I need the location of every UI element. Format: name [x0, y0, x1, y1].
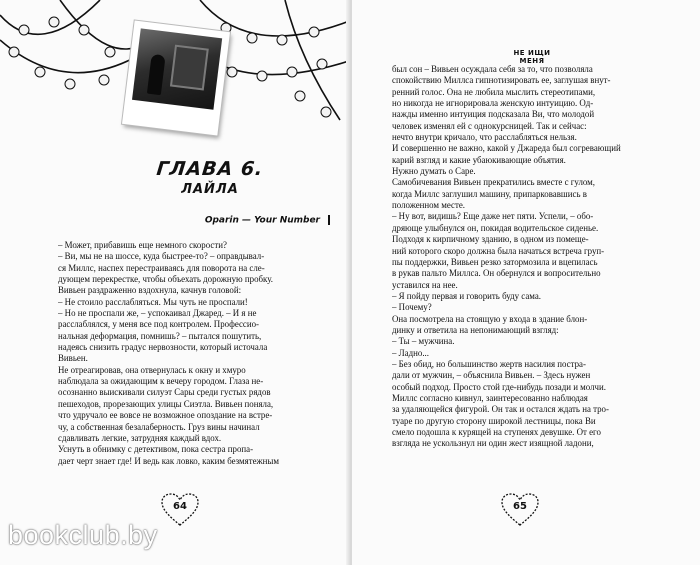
song-bar-mark	[328, 215, 330, 225]
text-line: сдавливать легкие, затрудняя каждый вдох.	[58, 432, 222, 443]
text-line: – Не стоило расслабляться. Мы чуть не проспали!	[58, 296, 248, 307]
text-line: Уснуть в обнимку с детективом, пока сестра пропа-	[58, 444, 254, 455]
text-line: динку и ответила на непонимающий взгляд:	[392, 324, 559, 335]
text-line: нечто внутри кричало, что расслабляться нельзя.	[392, 132, 577, 143]
text-line: ний которого скоро должна была начаться встреча груп-	[392, 245, 605, 256]
text-line: смело подошла к курящей на ступенях девушке. От его	[392, 427, 601, 437]
text-line: за удаляющейся фигурой. Он так и остался ждать на тро-	[392, 404, 609, 415]
polaroid-photo	[122, 21, 230, 136]
text-line: Подходя к кирпичному зданию, в одном из помеще-	[392, 234, 589, 245]
watermark: bookclub.by	[8, 520, 158, 550]
right-page	[352, 0, 700, 565]
text-line: – Ну вот, видишь? Еще даже нет пяти. Успели, – обо-	[392, 211, 594, 222]
text-line: Миллс согласно кивнул, заинтересованно наблюдая	[392, 392, 588, 403]
text-line: осознанно выискивали силуэт Сары среди густых рядов	[58, 387, 271, 398]
text-line: Не отреагировав, она отвернулась к окну и хмуро	[58, 364, 246, 375]
page-number: 65	[513, 501, 527, 512]
chapter-subtitle: ЛАЙЛА	[181, 182, 239, 197]
text-line: был сон – Вивьен осуждала себя за то, что позволяла	[392, 64, 593, 74]
text-line: Вивьен раздраженно вздохнула, качнув головой:	[58, 285, 242, 296]
text-line: пешеходов, прорезающих улицы Сиэтла. Вивьен поняла,	[58, 398, 274, 409]
text-line: пы поддержки, Вивьен резко затормозила и вцепилась	[392, 256, 598, 267]
text-line: нажды именно интуиция подсказала Ви, что молодой	[392, 109, 595, 120]
text-line: дали от мужчин, – объяснила Вивьен. – Здесь нужен	[392, 370, 591, 381]
text-line: – Я пойду первая и говорить буду сама.	[392, 290, 541, 301]
text-line: – Может, прибавишь еще немного скорости?	[58, 240, 227, 250]
text-line: И совершенно не важно, какой у Джареда был согревающий	[392, 143, 621, 154]
text-line: – Ладно...	[392, 347, 429, 358]
text-line: дает черт знает где! И ведь как ловко, каким безмятежным	[58, 455, 279, 466]
text-line: взгляда не ускользнул ни один жест изящной ладони,	[392, 438, 594, 449]
text-line: когда Миллс заглушил машину, припарковавшись в	[392, 188, 587, 199]
song-credit	[150, 215, 330, 226]
text-line: дряюще улыбнулся он, покидая водительское сиденье.	[392, 222, 599, 233]
text-line: карий взгляд и какие убаюкивающие объятия.	[392, 154, 566, 165]
running-head: НЕ ИЩИ МЕНЯ	[513, 49, 551, 65]
text-line: спокойствию Миллса гипнотизировать ее, заглушая внут-	[392, 75, 611, 86]
song-credit-text: Oparin — Your Number	[204, 215, 320, 226]
text-line: ся Миллс, наспех перестраиваясь для поворота на сле-	[58, 262, 265, 273]
text-line: уставился на нее.	[392, 279, 458, 290]
text-line: положенном месте.	[392, 200, 466, 211]
left-body-text	[58, 240, 322, 467]
photo-image	[132, 28, 222, 109]
text-line: – Ви, мы не на шоссе, куда быстрее-то? – оправдывал-	[58, 251, 265, 262]
page-number-heart	[500, 492, 540, 528]
text-line: ренний голос. Она не любила мыслить стереотипами,	[392, 86, 596, 97]
text-line: – Ты – мужчина.	[392, 336, 455, 347]
text-line: – Почему?	[392, 302, 432, 313]
text-line: наблюдала за ожидающим к вечеру городом. Глаза не-	[58, 376, 264, 387]
text-line: надеясь снизить градус нервозности, который источала	[58, 342, 268, 353]
page-number: 64	[173, 501, 187, 512]
text-line: особый подход. Просто стой где-нибудь позади и молчи.	[392, 381, 606, 392]
text-line: нальная деформация, помнишь? – пытался пошутить,	[58, 330, 262, 341]
text-line: дующем перекрестке, чтобы объехать дорожную пробку.	[58, 274, 273, 285]
text-line: человек изменял ей с однокурсницей. Так и сейчас:	[392, 120, 587, 131]
photo-silhouette	[147, 54, 166, 95]
right-body-text	[392, 64, 650, 450]
text-line: чу, а собственная безалаберность. Груз вины начинал	[58, 421, 260, 432]
page-number-heart	[160, 492, 200, 528]
text-line: Она посмотрела на стоящую у входа в здание блон-	[392, 313, 588, 324]
chapter-title: ГЛАВА 6.	[155, 158, 265, 180]
text-line: Самобичевания Вивьен прекратились вместе с гулом,	[392, 177, 595, 188]
text-line: Нужно думать о Саре.	[392, 166, 476, 177]
photo-window	[170, 45, 209, 91]
text-line: – Без обид, но большинство жертв насилия постра-	[392, 358, 586, 369]
text-line: расслаблялся, у меня все под контролем. Профессио-	[58, 319, 260, 330]
text-line: Вивьен.	[58, 353, 88, 364]
text-line: но никогда не игнорировала женскую интуицию. Од-	[392, 98, 594, 109]
text-line: туаре по другую сторону широкой лестницы, пока Ви	[392, 415, 596, 426]
text-line: – Но не проспали же, – успокаивал Джаред. – И я не	[58, 308, 257, 319]
text-line: что удручало ее вовсе не возможное опоздание на встре-	[58, 410, 273, 421]
text-line: в рукав пальто Миллса. Он обернулся и вопросительно	[392, 268, 601, 279]
